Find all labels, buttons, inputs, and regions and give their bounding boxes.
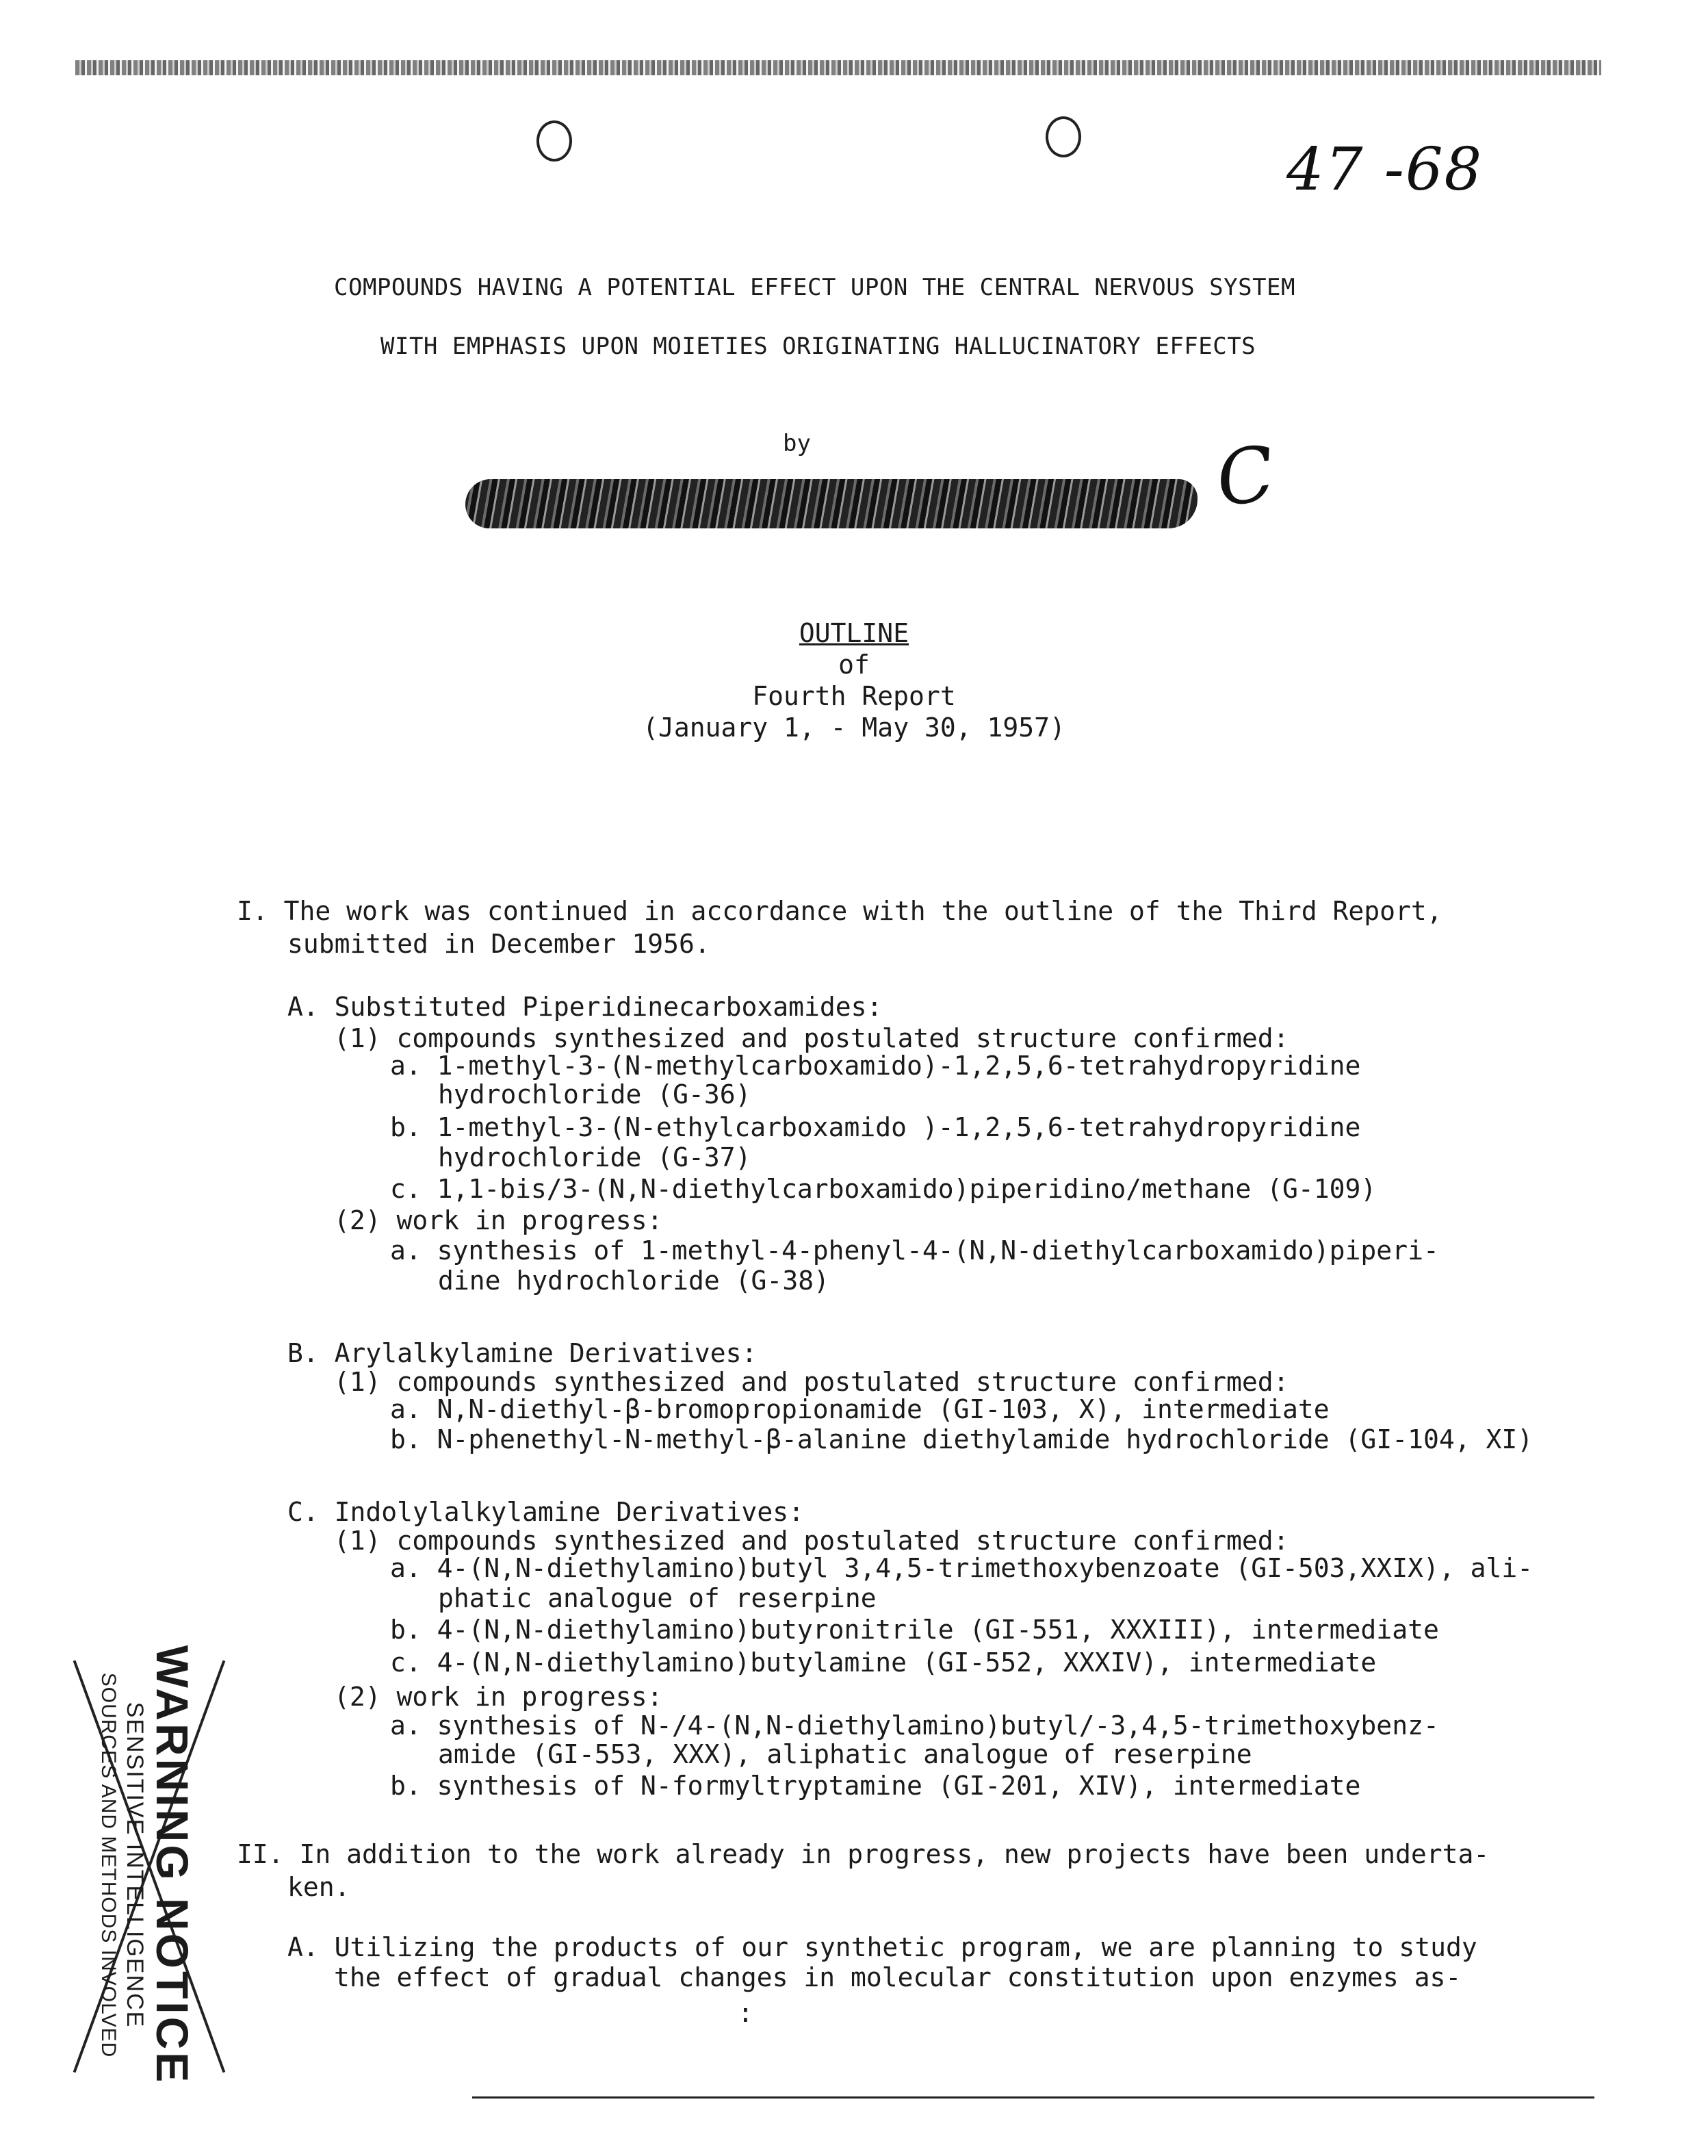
list-item: dine hydrochloride (G-38) [438, 1266, 829, 1296]
list-item: (1) compounds synthesized and postulated structure confirmed: [334, 1367, 1289, 1397]
punch-hole-icon [1046, 116, 1081, 157]
list-item: c. 1,1-bis/3-(N,N-diethylcarboxamido)piperidino/methane (G-109) [390, 1174, 1377, 1204]
list-item: phatic analogue of reserpine [438, 1583, 877, 1613]
handwritten-annotation: C [1211, 428, 1280, 524]
list-item: b. synthesis of N-formyltryptamine (GI-201, XIV), intermediate [390, 1771, 1361, 1801]
section-i-intro: I. The work was continued in accordance with the outline of the Third Report, [237, 896, 1442, 926]
stamp-line-1: WARNING NOTICE [147, 1645, 198, 2086]
outline-period: (January 1, - May 30, 1957) [643, 713, 1065, 743]
page-bottom-rule [472, 2096, 1594, 2099]
subsection-b-heading: B. Arylalkylamine Derivatives: [287, 1338, 758, 1368]
byline: by [783, 430, 811, 457]
list-item: (2) work in progress: [334, 1205, 663, 1235]
page-continuation-mark: : [738, 1998, 753, 2028]
list-item: b. N-phenethyl-N-methyl-β-alanine diethylamide hydrochloride (GI-104, XI) [390, 1424, 1534, 1454]
handwritten-document-number: 47 -68 [1286, 136, 1484, 204]
scan-edge-noise [75, 60, 1601, 75]
outline-heading-block [0, 617, 1708, 743]
section-ii-intro-cont: ken. [287, 1872, 350, 1902]
stamp-line-2: SENSITIVE INTELLIGENCE [122, 1702, 148, 2029]
outline-of: of [838, 650, 870, 680]
subsection-c-heading: C. Indolylalkylamine Derivatives: [287, 1497, 804, 1527]
list-item: (1) compounds synthesized and postulated structure confirmed: [334, 1526, 1289, 1556]
list-item: c. 4-(N,N-diethylamino)butylamine (GI-552, XXXIV), intermediate [390, 1647, 1377, 1678]
list-item: a. synthesis of N-/4-(N,N-diethylamino)butyl/-3,4,5-trimethoxybenz- [390, 1710, 1439, 1741]
warning-notice-stamp [67, 1629, 224, 2101]
list-item: a. N,N-diethyl-β-bromopropionamide (GI-103, X), intermediate [390, 1394, 1330, 1424]
list-item: (1) compounds synthesized and postulated structure confirmed: [334, 1023, 1289, 1053]
title-line-2: WITH EMPHASIS UPON MOIETIES ORIGINATING HALLUCINATORY EFFECTS [380, 333, 1256, 360]
section-i-intro-cont: submitted in December 1956. [287, 929, 710, 959]
section-ii-a: A. Utilizing the products of our synthetic program, we are planning to study [287, 1932, 1477, 1962]
stamp-text [95, 1629, 196, 2101]
list-item: a. synthesis of 1-methyl-4-phenyl-4-(N,N-diethylcarboxamido)piperi- [390, 1235, 1439, 1266]
list-item: hydrochloride (G-37) [438, 1142, 751, 1172]
title-line-1: COMPOUNDS HAVING A POTENTIAL EFFECT UPON THE CENTRAL NERVOUS SYSTEM [334, 274, 1295, 301]
list-item: (2) work in progress: [334, 1682, 663, 1712]
list-item: hydrochloride (G-36) [438, 1079, 751, 1109]
list-item: a. 4-(N,N-diethylamino)butyl 3,4,5-trimethoxybenzoate (GI-503,XXIX), ali- [390, 1553, 1534, 1583]
redacted-author-name [465, 479, 1198, 528]
outline-report-name: Fourth Report [752, 681, 956, 711]
list-item: b. 1-methyl-3-(N-ethylcarboxamido )-1,2,5,6-tetrahydropyridine [390, 1112, 1361, 1142]
stamp-line-3: SOURCES AND METHODS INVOLVED [97, 1672, 120, 2058]
section-ii-a-cont: the effect of gradual changes in molecular constitution upon enzymes as- [334, 1962, 1462, 1992]
outline-heading: OUTLINE [799, 618, 909, 648]
section-ii-intro: II. In addition to the work already in progress, new projects have been underta- [237, 1839, 1490, 1869]
list-item: amide (GI-553, XXX), aliphatic analogue of reserpine [438, 1739, 1252, 1769]
list-item: a. 1-methyl-3-(N-methylcarboxamido)-1,2,5,6-tetrahydropyridine [390, 1051, 1361, 1081]
punch-hole-icon [536, 120, 572, 162]
list-item: b. 4-(N,N-diethylamino)butyronitrile (GI-551, XXXIII), intermediate [390, 1615, 1439, 1645]
subsection-a-heading: A. Substituted Piperidinecarboxamides: [287, 992, 883, 1022]
